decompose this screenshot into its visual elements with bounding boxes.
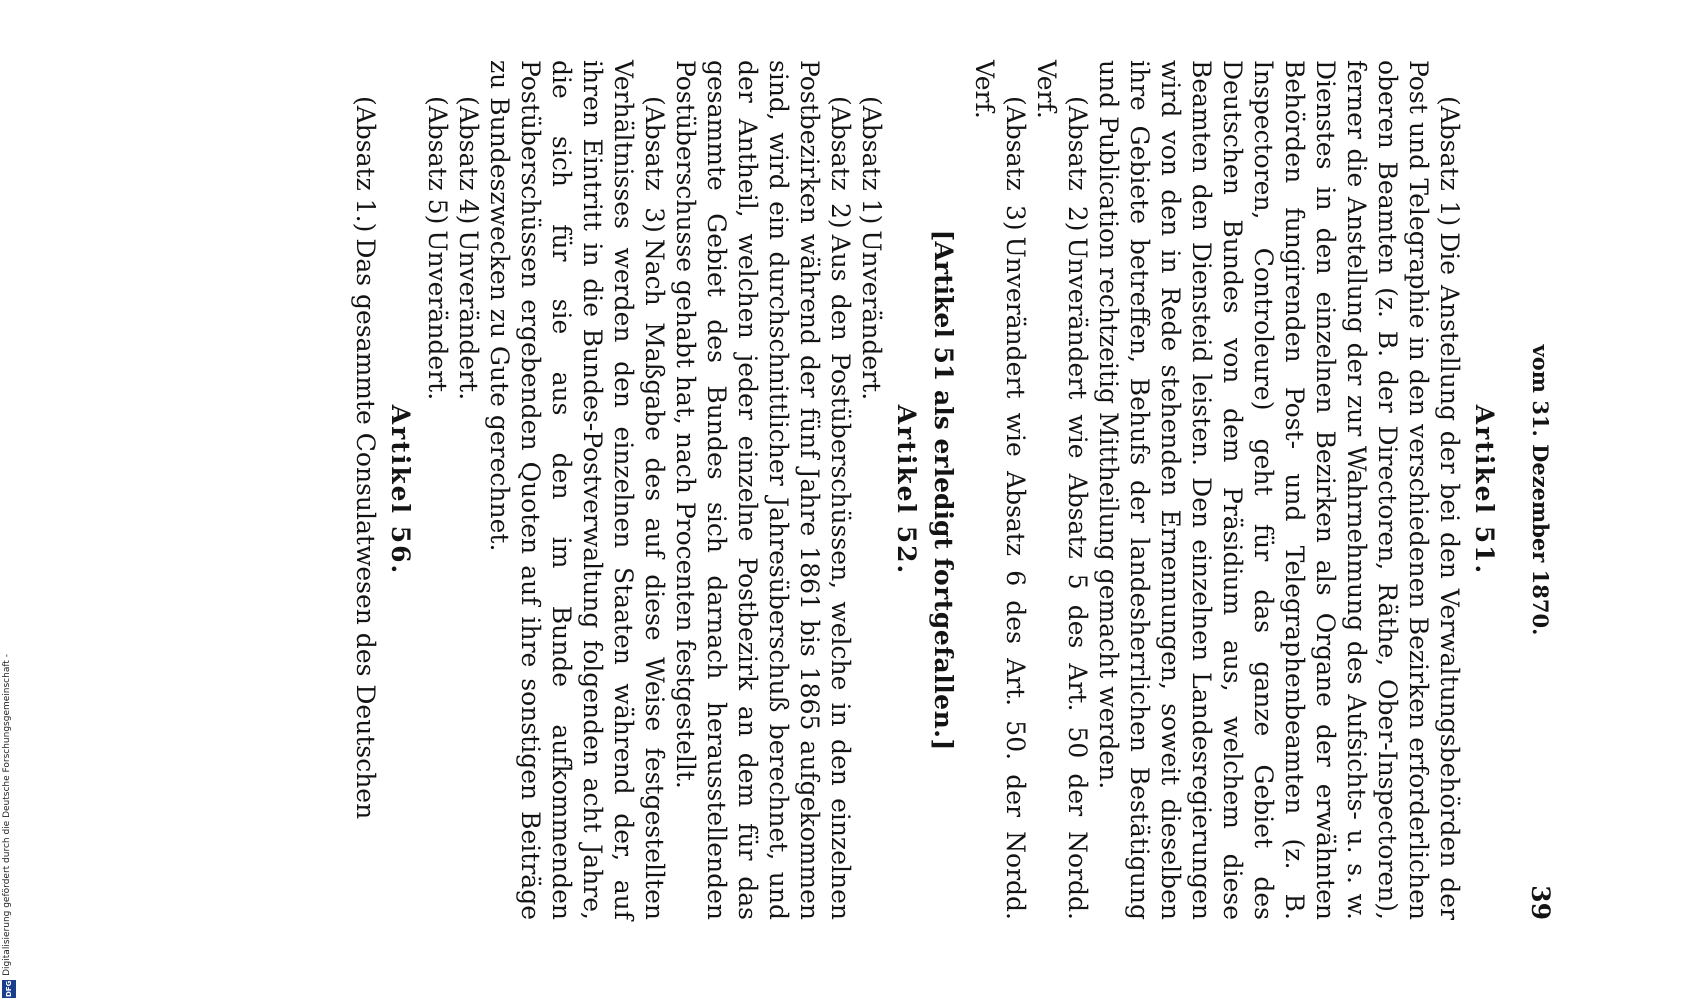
scanned-page [216,60,1596,920]
bracket-note-suffix: ] [929,738,958,751]
paragraph-label: (Absatz 3) [1001,96,1030,231]
paragraph-text: Unverändert. [857,230,886,401]
paragraph-label: (Absatz 5) [423,96,452,225]
paragraph-text: Unverändert wie Absatz 5 des Art. 50 der Nordd. Verf. [1032,60,1092,920]
running-head [1516,60,1556,920]
paragraph [484,60,670,920]
paragraph-label: (Absatz 2) [1063,96,1092,232]
article-heading: Artikel 56. [386,404,415,576]
paragraph [350,60,381,920]
credit-text: Digitalisierung gefördert durch die Deutsche Forschungsgemeinschaft - [2,654,12,976]
paragraph-label: (Absatz 1) [1435,96,1464,227]
paragraph-text: Unverändert. [454,230,483,401]
page-body [350,60,1506,920]
paragraph [856,60,887,920]
article-heading: Artikel 52. [892,404,921,576]
paragraph-label: (Absatz 1) [857,96,886,225]
bracket-note-prefix: [Artikel 51 als erledigt [929,229,958,558]
article-heading: Artikel 51. [1470,404,1499,576]
paragraph [1031,60,1093,920]
page-number: 39 [1526,885,1555,920]
running-head-date: vom 31. Dezember 1870. [1528,344,1553,636]
paragraph-label: (Absatz 1.) [351,96,380,233]
paragraph-text: Unverändert. [423,230,452,401]
digitization-credit [0,600,22,1000]
paragraph-label: (Absatz 2) [826,96,855,229]
paragraph [1093,60,1465,920]
page-content [216,60,1596,920]
paragraph-text: Unverändert wie Absatz 6 des Art. 50. der Nordd. Verf. [970,60,1030,920]
paragraph-text: Das gesammte Consulatwesen des Deutschen [351,238,380,820]
paragraph [670,60,856,920]
paragraph [969,60,1031,920]
dfg-logo: DFG [2,980,16,998]
paragraph-text: Aus den Postüberschüssen, welche in den einzelnen Postbezirken während der fünf Jahre 1861 bis 1865 aufgekommen sind, wird ein durchschnittlicher Jahresüberschuß berechnet, und der Antheil, welchen jeder einzelne Postbezirk an dem für das gesammte Gebiet des Bundes sich darnach herausstellenden Postüberschusse gehabt hat, nach Procenten festgestellt. [671,60,855,920]
bracket-note-emphasis: fortgefallen. [929,557,958,739]
paragraph [422,60,453,920]
paragraph-label: (Absatz 3) [640,96,669,233]
bracket-note [928,60,959,920]
paragraph-label: (Absatz 4) [454,96,483,225]
paragraph [453,60,484,920]
paragraph-text: Die Anstellung der bei den Verwaltungsbehörden der Post und Telegraphie in den verschiedenen Bezirken erforderlichen oberen Beamten (z. B. der Directoren, Räthe, Ober-Inspectoren), ferner die Anstellung der zur Wahrnehmung des Aufsichts- u. s. w. Dienstes in den einzelnen Bezirken als Organe der erwähnten Behörden fungirenden Post- und Telegraphenbeamten (z. B. Inspectoren, Controleure) geht für das ganze Gebiet des Deutschen Bundes von dem Präsidium aus, welchem diese Beamten den Diensteid leisten. Den einzelnen Landesregierungen wird von den in Rede stehenden Ernennungen, soweit dieselben ihre Gebiete betreffen, Behufs der landesherrlichen Bestätigung und Publication rechtzeitig Mittheilung gemacht werden. [1094,60,1464,920]
paragraph-text: Nach Maßgabe des auf diese Weise festgestellten Verhältnisses werden den einzelnen Staaten während der, auf ihren Eintritt in die Bundes-Postverwaltung folgenden acht Jahre, die sich für sie aus den im Bunde aufkommenden Postüberschüssen ergebenden Quoten auf ihre sonstigen Beiträge zu Bundeszwecken zu Gute gerechnet. [485,60,669,920]
